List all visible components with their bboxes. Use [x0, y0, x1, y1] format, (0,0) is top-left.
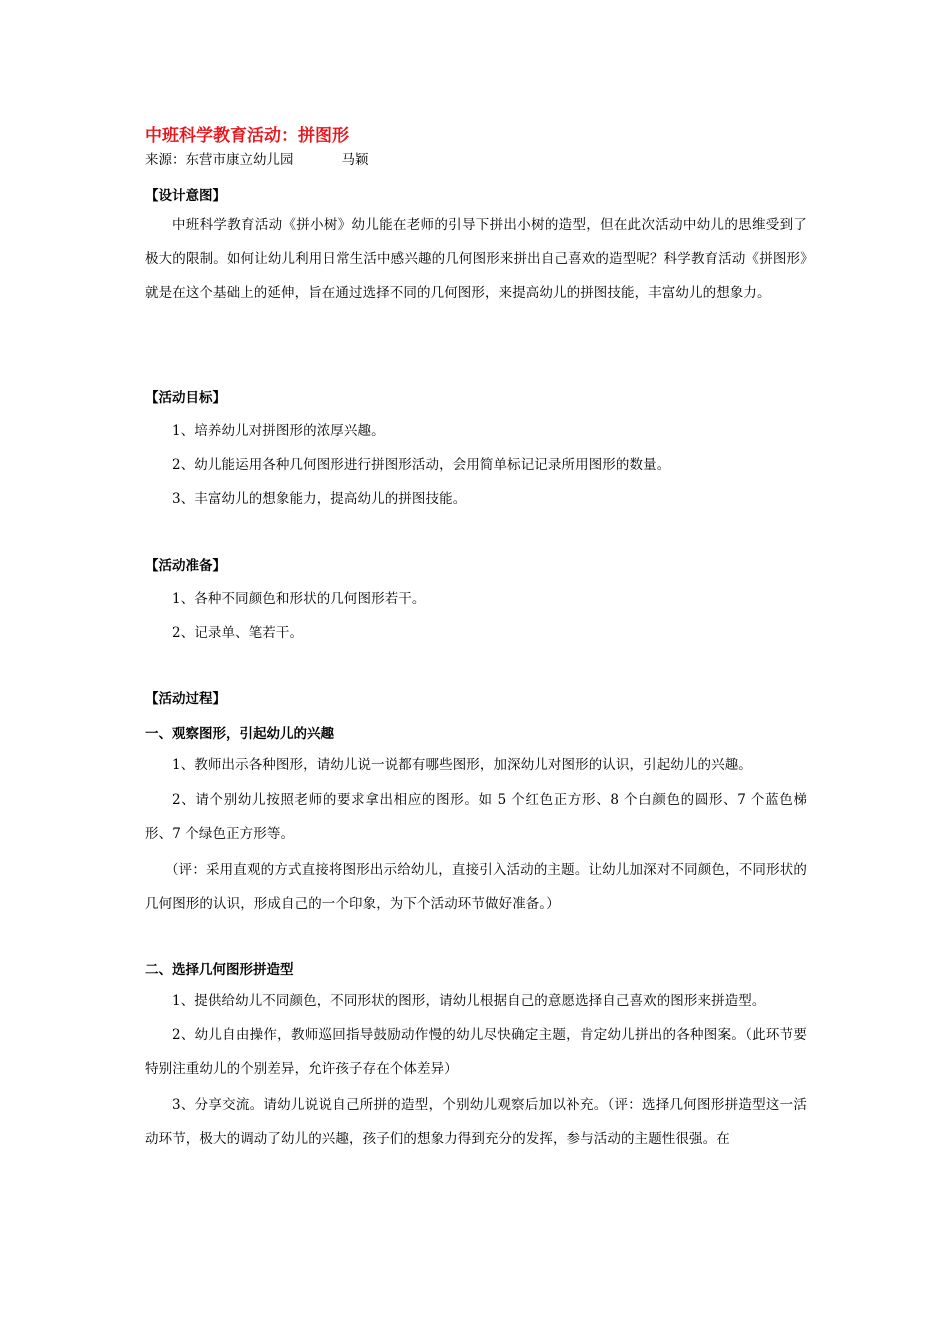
prep-heading: 【活动准备】	[145, 558, 226, 574]
source-label: 来源：东营市康立幼儿园	[145, 152, 294, 168]
page-title: 中班科学教育活动：拼图形	[145, 126, 349, 146]
source-line	[145, 149, 369, 171]
process-part2-heading: 二、选择几何图形拼造型	[145, 962, 294, 978]
process-item: 2、幼儿自由操作，教师巡回指导鼓励动作慢的幼儿尽快确定主题，肯定幼儿拼出的各种图案。（此环节要特别注重幼儿的个别差异，允许孩子存在个体差异）	[145, 1027, 807, 1077]
design-text: 中班科学教育活动《拼小树》幼儿能在老师的引导下拼出小树的造型，但在此次活动中幼儿的思维受到了极大的限制。如何让幼儿利用日常生活中感兴趣的几何图形来拼出自己喜欢的造型呢？科学教育活动《拼图形》就是在这个基础上的延伸，旨在通过选择不同的几何图形，来提高幼儿的拼图技能，丰富幼儿的想象力。	[145, 217, 807, 301]
process-item: 2、请个别幼儿按照老师的要求拿出相应的图形。如 5 个红色正方形、8 个白颜色的圆形、7 个蓝色梯形、7 个绿色正方形等。	[145, 792, 807, 842]
comment-text: （评：采用直观的方式直接将图形出示给幼儿，直接引入活动的主题。让幼儿加深对不同颜色，不同形状的几何图形的认识，形成自己的一个印象，为下个活动环节做好准备。）	[145, 862, 807, 912]
prep-item: 2、记录单、笔若干。	[172, 625, 304, 641]
process-item: 1、教师出示各种图形，请幼儿说一说都有哪些图形，加深幼儿对图形的认识，引起幼儿的兴趣。	[172, 757, 752, 773]
process-part1-heading: 一、观察图形，引起幼儿的兴趣	[145, 726, 334, 742]
goals-heading: 【活动目标】	[145, 390, 226, 406]
goal-item: 1、培养幼儿对拼图形的浓厚兴趣。	[172, 423, 385, 439]
author-name: 马颖	[341, 152, 369, 168]
process-item: 1、提供给幼儿不同颜色，不同形状的图形，请幼儿根据自己的意愿选择自己喜欢的图形来拼造型。	[172, 993, 766, 1009]
design-heading: 【设计意图】	[145, 188, 226, 204]
prep-item: 1、各种不同颜色和形状的几何图形若干。	[172, 591, 426, 607]
goal-item: 2、幼儿能运用各种几何图形进行拼图形活动，会用简单标记记录所用图形的数量。	[172, 457, 671, 473]
process-item: 3、分享交流。请幼儿说说自己所拼的造型，个别幼儿观察后加以补充。（评：选择几何图形拼造型这一活动环节，极大的调动了幼儿的兴趣，孩子们的想象力得到充分的发挥，参与活动的主题性很强。在	[145, 1097, 807, 1147]
process-heading: 【活动过程】	[145, 691, 226, 707]
goal-item: 3、丰富幼儿的想象能力，提高幼儿的拼图技能。	[172, 491, 467, 507]
